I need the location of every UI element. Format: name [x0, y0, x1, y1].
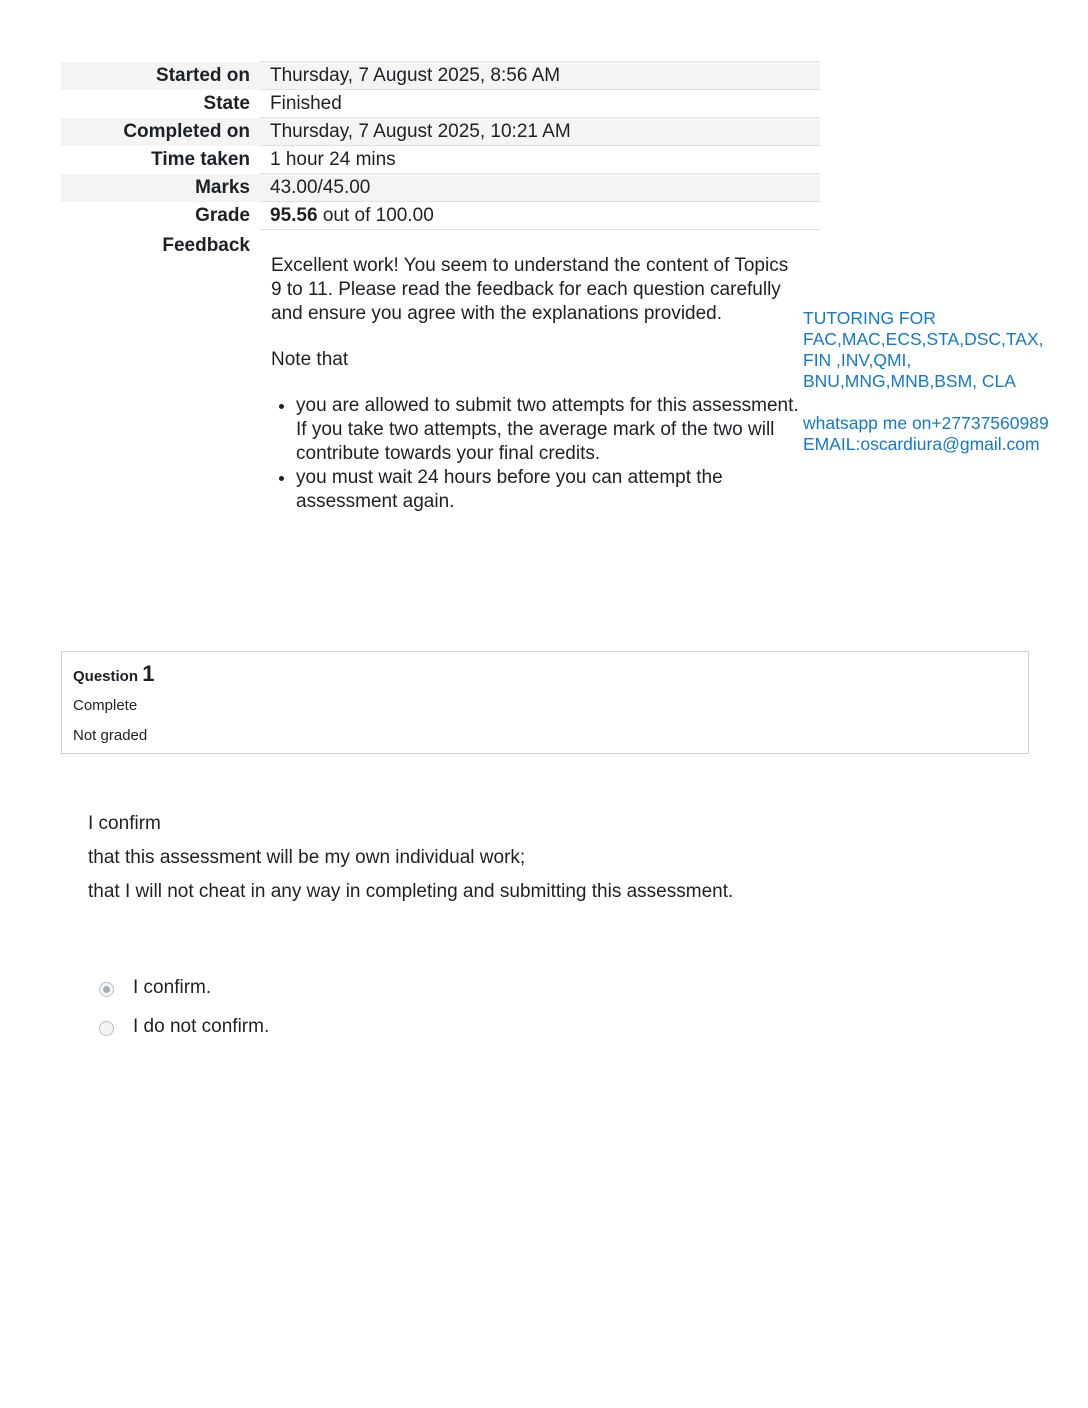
- advert-line: FIN ,INV,QMI,: [803, 350, 912, 370]
- feedback-list-item: • you must wait 24 hours before you can attempt the assessment again.: [296, 466, 799, 514]
- question-number-value: 1: [142, 661, 155, 686]
- summary-label: Grade: [195, 205, 250, 226]
- summary-value: Finished: [260, 90, 820, 118]
- answer-option-do-not-confirm[interactable]: [99, 1007, 269, 1046]
- summary-label: Time taken: [151, 149, 250, 170]
- tutoring-advert: [803, 308, 1083, 455]
- answer-option-confirm[interactable]: [99, 968, 269, 1007]
- advert-line: TUTORING FOR: [803, 308, 936, 328]
- summary-value: 1 hour 24 mins: [260, 146, 820, 174]
- feedback-paragraph: Excellent work! You seem to understand the content of Topics 9 to 11. Please read the feedback for each question carefully and ensure you agree with the explanations provided.: [271, 255, 789, 324]
- radio-button-selected[interactable]: [99, 982, 114, 997]
- grade-score: 95.56: [270, 205, 318, 226]
- advert-spacer: [803, 392, 1083, 413]
- question-text-line: that I will not cheat in any way in completing and submitting this assessment.: [88, 881, 734, 902]
- question-number: [73, 660, 1017, 691]
- answer-label[interactable]: I do not confirm.: [133, 1015, 270, 1037]
- radio-button[interactable]: [99, 1021, 114, 1036]
- summary-label: Started on: [156, 65, 250, 86]
- summary-row-started: [61, 62, 820, 90]
- summary-label: Marks: [195, 177, 250, 198]
- answer-label[interactable]: I confirm.: [133, 976, 212, 998]
- summary-row-grade: [61, 202, 820, 230]
- summary-value: Thursday, 7 August 2025, 10:21 AM: [260, 118, 820, 146]
- question-text-line: I confirm: [88, 813, 161, 834]
- feedback-list: [271, 394, 799, 514]
- answer-options: [99, 968, 269, 1046]
- question-info-box: [61, 651, 1029, 754]
- feedback-label: Feedback: [162, 235, 250, 256]
- grade-out-of: out of 100.00: [317, 205, 434, 226]
- summary-row-marks: [61, 174, 820, 202]
- summary-row-state: [61, 90, 820, 118]
- question-grade-status: Not graded: [73, 727, 148, 744]
- feedback-list-item: • you are allowed to submit two attempts for this assessment. If you take two attempts, the average mark of the two will contribute towards your final credits.: [296, 394, 799, 466]
- question-text-line: that this assessment will be my own individual work;: [88, 847, 526, 868]
- feedback-text: [271, 254, 799, 514]
- feedback-note: Note that: [271, 349, 349, 370]
- attempt-summary-table: [61, 61, 820, 230]
- question-state: Complete: [73, 697, 138, 714]
- advert-line: FAC,MAC,ECS,STA,DSC,TAX,: [803, 329, 1044, 349]
- advert-line: BNU,MNG,MNB,BSM, CLA: [803, 371, 1016, 391]
- summary-row-time-taken: [61, 146, 820, 174]
- question-label: Question: [73, 668, 139, 685]
- advert-email: EMAIL:oscardiura@gmail.com: [803, 434, 1040, 454]
- summary-value: Thursday, 7 August 2025, 8:56 AM: [260, 62, 820, 90]
- advert-whatsapp: whatsapp me on+27737560989: [803, 413, 1049, 433]
- summary-row-completed: [61, 118, 820, 146]
- summary-label: Completed on: [123, 121, 250, 142]
- summary-value: [260, 202, 820, 230]
- question-text: [88, 807, 988, 909]
- summary-label: State: [203, 93, 250, 114]
- summary-value: 43.00/45.00: [260, 174, 820, 202]
